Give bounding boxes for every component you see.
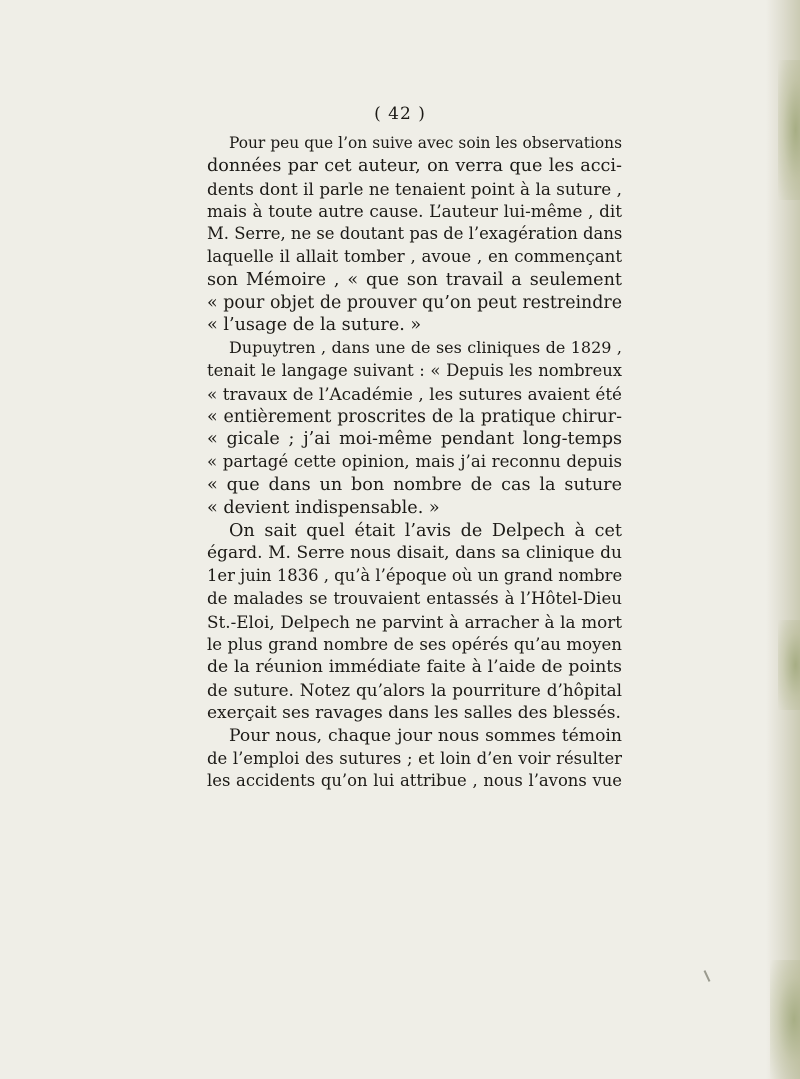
text-line: son Mémoire , « que son travail a seulement (207, 269, 622, 290)
text-line: laquelle il allait tomber , avoue , en commençant (207, 246, 622, 266)
page-number: ( 42 ) (374, 104, 426, 124)
text-line: « devient indispensable. » (207, 497, 440, 518)
text-line: de la réunion immédiate faite à l’aide de points (207, 657, 622, 678)
text-line: tenait le langage suivant : « Depuis les nombreux (207, 360, 622, 380)
page-edge-stain (770, 960, 800, 1079)
text-line: égard. M. Serre nous disait, dans sa clinique du (207, 543, 622, 564)
text-line: le plus grand nombre de ses opérés qu’au moyen (207, 634, 622, 654)
text-line: Pour peu que l’on suive avec soin les observations (229, 134, 622, 152)
text-line: 1er juin 1836 , qu’à l’époque où un grand nombre (207, 566, 623, 586)
text-line: « gicale ; j’ai moi-même pendant long-temps (207, 429, 622, 450)
text-line: de l’emploi des sutures ; et loin d’en voir résulter (207, 748, 622, 768)
text-line: « partagé cette opinion, mais j’ai reconnu depuis (207, 452, 622, 472)
body-text (207, 132, 622, 793)
text-line: exerçait ses ravages dans les salles des blessés. (207, 702, 621, 723)
text-line: St.-Eloi, Delpech ne parvint à arracher à la mort (207, 611, 622, 632)
page-edge-stain (778, 620, 800, 710)
text-line: « travaux de l’Académie , les sutures avaient été (207, 383, 622, 404)
page-edge-stain (778, 60, 800, 200)
stray-mark (704, 970, 711, 982)
text-line: données par cet auteur, on verra que les acci- (207, 155, 622, 176)
text-line: « que dans un bon nombre de cas la suture (207, 474, 622, 495)
text-line: de malades se trouvaient entassés à l’Hôtel-Dieu (207, 588, 622, 608)
text-line: M. Serre, ne se doutant pas de l’exagération dans (207, 224, 623, 244)
text-line: « pour objet de prouver qu’on peut restreindre (207, 292, 622, 313)
text-line: Dupuytren , dans une de ses cliniques de 1829 , (229, 338, 622, 358)
text-line: Pour nous, chaque jour nous sommes témoin (229, 725, 622, 746)
text-line: « l’usage de la suture. » (207, 315, 422, 336)
text-line: de suture. Notez qu’alors la pourriture d’hôpital (207, 680, 622, 701)
text-line: « entièrement proscrites de la pratique chirur- (207, 406, 622, 427)
text-line: les accidents qu’on lui attribue , nous l’avons vue (207, 771, 622, 791)
text-line: On sait quel était l’avis de Delpech à cet (229, 520, 622, 541)
text-line: dents dont il parle ne tenaient point à la suture , (207, 178, 622, 199)
text-line: mais à toute autre cause. L’auteur lui-même , dit (207, 201, 622, 222)
